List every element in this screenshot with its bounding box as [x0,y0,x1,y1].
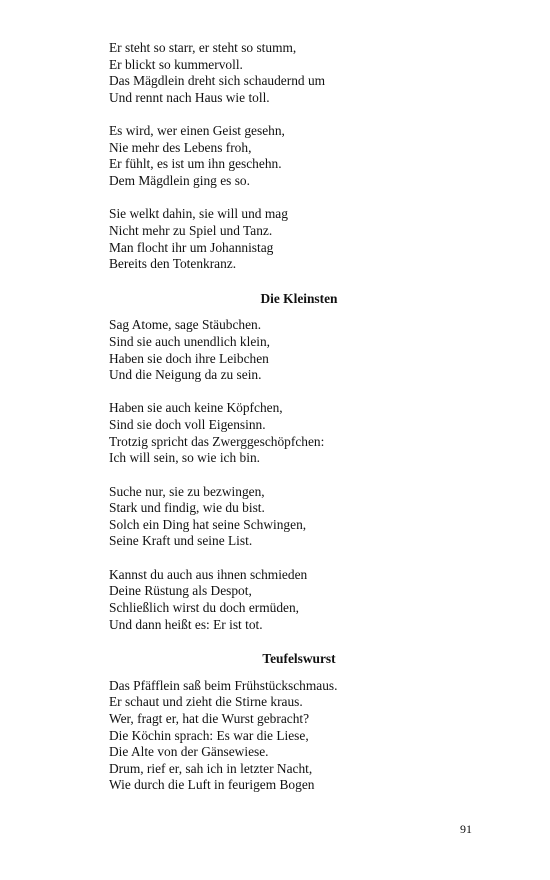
poem-line: Nicht mehr zu Spiel und Tanz. [109,222,273,238]
poem-line: Dem Mägdlein ging es so. [109,172,250,188]
poem-line: Das Pfäfflein saß beim Frühstückschmaus. [109,677,338,693]
poem-line: Ich will sein, so wie ich bin. [109,450,260,466]
poem-line: Er steht so starr, er steht so stumm, [109,40,297,55]
poem-line: Stark und findig, wie du bist. [109,500,265,516]
stanza [109,567,489,633]
poem-line: Bereits den Totenkranz. [109,256,237,272]
poem-line: Die Alte von der Gänsewiese. [109,744,269,760]
poem-line: Man flocht ihr um Johannistag [109,239,274,255]
poem-line: Trotzig spricht das Zwerggeschöpfchen: [109,433,325,449]
poem-line: Und die Neigung da zu sein. [109,367,262,383]
poem-title: Teufelswurst [262,651,336,667]
poem-line: Drum, rief er, sah ich in letzter Nacht, [109,760,313,776]
poem-line: Haben sie auch keine Köpfchen, [109,400,283,416]
poem-title: Die Kleinsten [260,290,338,306]
poem-line: Haben sie doch ihre Leibchen [109,350,269,366]
poem-line: Und dann heißt es: Er ist tot. [109,616,263,632]
poem-line: Sind sie auch unendlich klein, [109,333,271,349]
poem-line: Wer, fragt er, hat die Wurst gebracht? [109,710,310,726]
stanza [109,400,489,466]
poem [109,40,489,273]
poem-line: Wie durch die Luft in feurigem Bogen [109,777,315,793]
poem-line: Schließlich wirst du doch ermüden, [109,600,300,616]
poem-line: Sag Atome, sage Stäubchen. [109,317,262,333]
poem-line: Die Köchin sprach: Es war die Liese, [109,727,309,743]
stanza [109,678,489,794]
poem-line: Er fühlt, es ist um ihn geschehn. [109,156,282,172]
stanza [109,317,489,383]
poem-line: Es wird, wer einen Geist gesehn, [109,123,285,139]
poem-line: Suche nur, sie zu bezwingen, [109,483,265,499]
poem-line: Seine Kraft und seine List. [109,533,253,549]
poem-line: Kannst du auch aus ihnen schmieden [109,566,308,582]
stanza [109,484,489,550]
poem-line: Und rennt nach Haus wie toll. [109,89,270,105]
stanza [109,206,489,272]
stanza [109,123,489,189]
poem [109,291,489,633]
poem-line: Sie welkt dahin, sie will und mag [109,206,288,222]
poem-line: Deine Rüstung als Despot, [109,583,252,599]
poem-line: Er blickt so kummervoll. [109,56,243,72]
poem-line: Sind sie doch voll Eigensinn. [109,417,266,433]
stanza [109,40,489,106]
poem-text-block [109,40,489,794]
poem [109,651,489,794]
page-number: 91 [460,822,472,836]
poem-line: Das Mägdlein dreht sich schaudernd um [109,73,326,89]
poem-line: Er schaut und zieht die Stirne kraus. [109,694,303,710]
poem-line: Nie mehr des Lebens froh, [109,139,252,155]
poem-line: Solch ein Ding hat seine Schwingen, [109,516,307,532]
